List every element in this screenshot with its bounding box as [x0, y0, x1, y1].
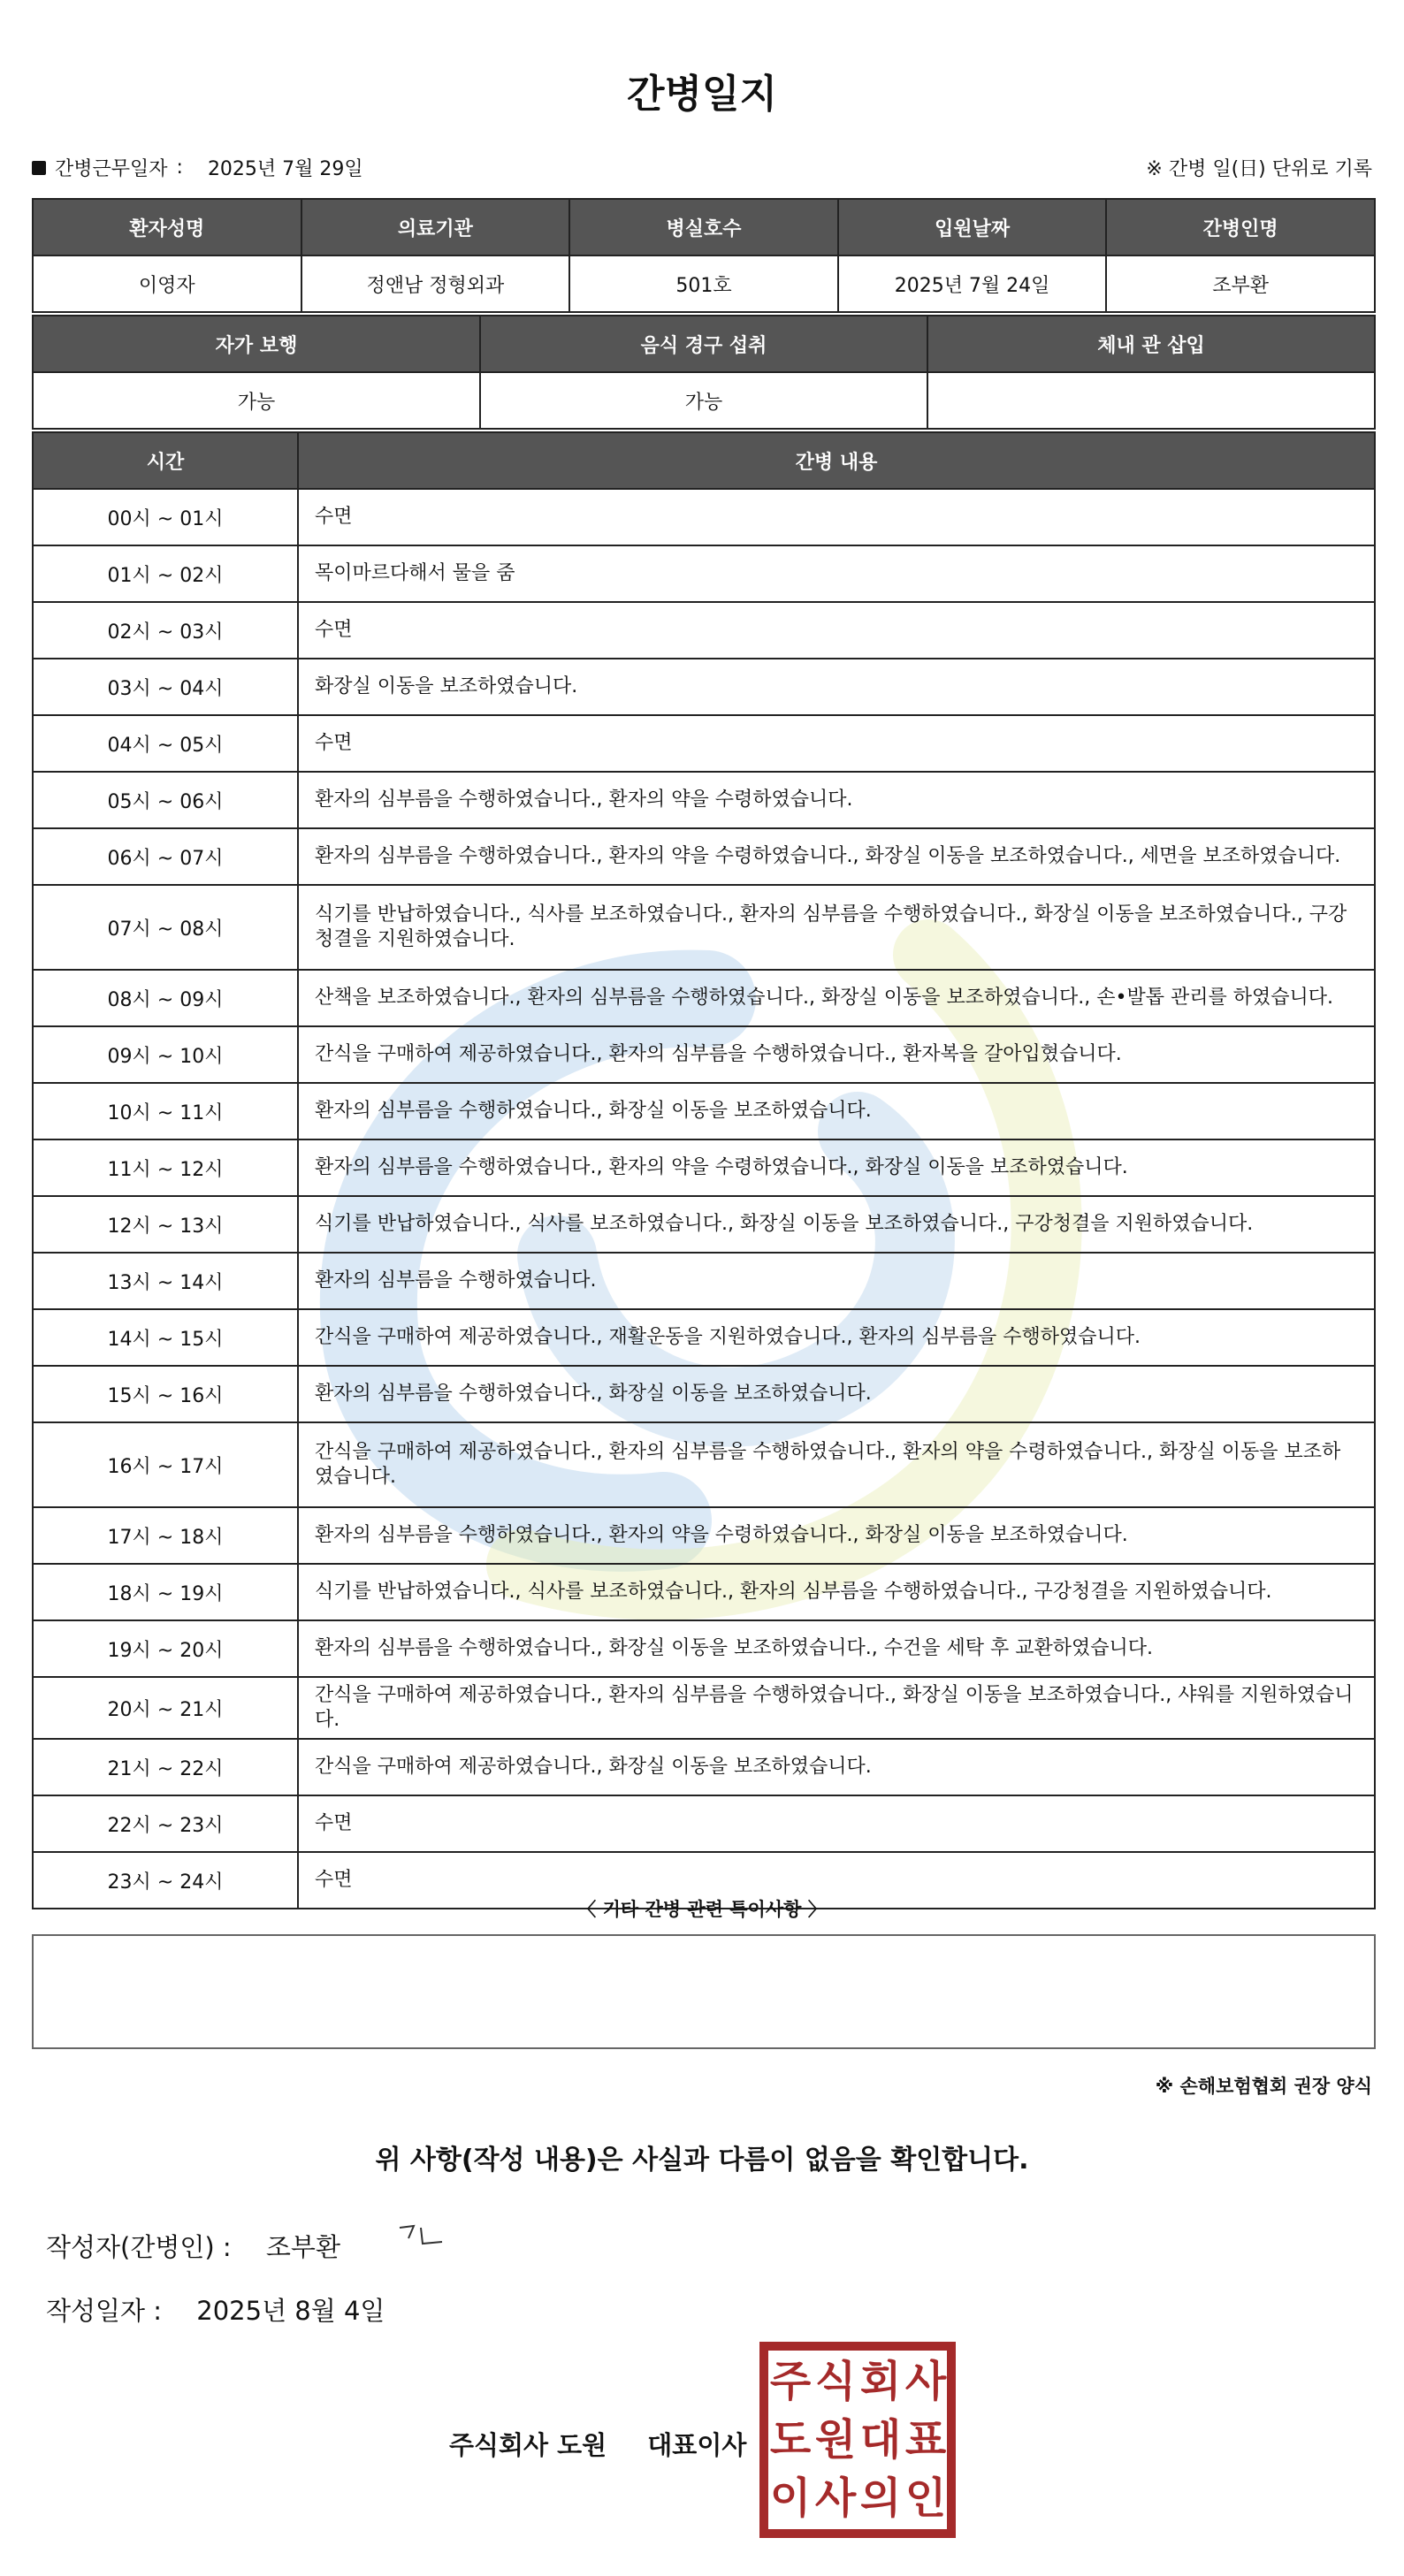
seal-glyph: 식 — [814, 2357, 857, 2406]
table-row — [33, 1795, 1375, 1852]
work-date-value: 2025년 7월 29일 — [207, 158, 363, 180]
log-content: 환자의 심부름을 수행하였습니다., 환자의 약을 수령하였습니다., 화장실 이동을 보조하였습니다., 세면을 보조하였습니다. — [298, 828, 1375, 885]
log-content: 식기를 반납하였습니다., 식사를 보조하였습니다., 환자의 심부름을 수행하였습니다., 화장실 이동을 보조하였습니다., 구강청결을 지원하였습니다. — [298, 885, 1375, 970]
log-time: 13시 ~ 14시 — [33, 1253, 298, 1309]
log-time: 14시 ~ 15시 — [33, 1309, 298, 1366]
company-name: 주식회사 도원 — [449, 2430, 607, 2460]
table-row — [33, 970, 1375, 1026]
log-time: 05시 ~ 06시 — [33, 772, 298, 828]
special-notes-title: 〈 기타 간병 관련 특이사항 〉 — [577, 1899, 827, 1920]
log-time: 00시 ~ 01시 — [33, 489, 298, 545]
log-time: 06시 ~ 07시 — [33, 828, 298, 885]
table-row — [33, 602, 1375, 659]
table-row — [33, 1366, 1375, 1422]
table-row — [33, 1507, 1375, 1564]
company-signature — [449, 2426, 746, 2462]
log-content: 수면 — [298, 1795, 1375, 1852]
self-walking-value: 가능 — [33, 372, 480, 429]
log-time: 23시 ~ 24시 — [33, 1852, 298, 1909]
log-time: 04시 ~ 05시 — [33, 715, 298, 772]
log-time: 18시 ~ 19시 — [33, 1564, 298, 1620]
written-date-value: 2025년 8월 4일 — [196, 2296, 385, 2326]
log-content: 환자의 심부름을 수행하였습니다. — [298, 1253, 1375, 1309]
seal-glyph: 원 — [814, 2415, 857, 2465]
table-row — [33, 1083, 1375, 1139]
log-time: 01시 ~ 02시 — [33, 545, 298, 602]
table-row — [33, 1139, 1375, 1196]
company-ceo-title: 대표이사 — [647, 2430, 747, 2460]
log-time: 21시 ~ 22시 — [33, 1739, 298, 1795]
handwritten-signature — [396, 2219, 458, 2254]
log-time: 16시 ~ 17시 — [33, 1422, 298, 1507]
seal-glyph: 이 — [769, 2473, 812, 2523]
log-content: 간식을 구매하여 제공하였습니다., 환자의 심부름을 수행하였습니다., 환자의 약을 수령하였습니다., 화장실 이동을 보조하였습니다. — [298, 1422, 1375, 1507]
seal-glyph: 회 — [859, 2357, 902, 2406]
form-source-note: ※ 손해보험협회 권장 양식 — [1155, 2076, 1372, 2097]
patient-name: 이영자 — [33, 255, 301, 312]
log-time: 10시 ~ 11시 — [33, 1083, 298, 1139]
table-row — [33, 1564, 1375, 1620]
log-content: 간식을 구매하여 제공하였습니다., 환자의 심부름을 수행하였습니다., 화장실 이동을 보조하였습니다., 샤워를 지원하였습니다. — [298, 1677, 1375, 1739]
table-row — [33, 1026, 1375, 1083]
header-patient-name: 환자성명 — [33, 199, 301, 255]
table-row — [33, 659, 1375, 715]
header-self-walking: 자가 보행 — [33, 316, 480, 372]
log-content: 환자의 심부름을 수행하였습니다., 환자의 약을 수령하였습니다. — [298, 772, 1375, 828]
log-time: 17시 ~ 18시 — [33, 1507, 298, 1564]
written-date-label: 작성일자 : — [46, 2296, 163, 2326]
log-time: 12시 ~ 13시 — [33, 1196, 298, 1253]
header-care-content: 간병 내용 — [298, 432, 1375, 489]
log-time: 20시 ~ 21시 — [33, 1677, 298, 1739]
header-time: 시간 — [33, 432, 298, 489]
log-content: 수면 — [298, 602, 1375, 659]
log-content: 산책을 보조하였습니다., 환자의 심부름을 수행하였습니다., 화장실 이동을 보조하였습니다., 손•발톱 관리를 하였습니다. — [298, 970, 1375, 1026]
room-number: 501호 — [569, 255, 838, 312]
table-row — [33, 1677, 1375, 1739]
admission-date: 2025년 7월 24일 — [838, 255, 1107, 312]
log-content: 환자의 심부름을 수행하였습니다., 환자의 약을 수령하였습니다., 화장실 이동을 보조하였습니다. — [298, 1139, 1375, 1196]
record-unit-note: ※ 간병 일(日) 단위로 기록 — [1146, 158, 1372, 180]
work-date — [32, 154, 363, 181]
log-content: 환자의 심부름을 수행하였습니다., 환자의 약을 수령하였습니다., 화장실 이동을 보조하였습니다. — [298, 1507, 1375, 1564]
tube-insertion-value — [927, 372, 1375, 429]
log-content: 수면 — [298, 715, 1375, 772]
header-caregiver: 간병인명 — [1106, 199, 1375, 255]
log-content: 환자의 심부름을 수행하였습니다., 화장실 이동을 보조하였습니다., 수건을 세탁 후 교환하였습니다. — [298, 1620, 1375, 1677]
log-content: 간식을 구매하여 제공하였습니다., 재활운동을 지원하였습니다., 환자의 심부름을 수행하였습니다. — [298, 1309, 1375, 1366]
seal-glyph: 사 — [904, 2357, 947, 2406]
seal-glyph: 도 — [769, 2415, 812, 2465]
table-row — [33, 885, 1375, 970]
log-content: 수면 — [298, 1852, 1375, 1909]
seal-glyph: 대 — [859, 2415, 902, 2465]
written-date-line — [46, 2291, 385, 2328]
work-date-colon: : — [176, 156, 183, 179]
log-time: 19시 ~ 20시 — [33, 1620, 298, 1677]
patient-status-table — [32, 315, 1376, 430]
seal-glyph: 주 — [769, 2357, 812, 2406]
work-date-label: 간병근무일자 — [55, 158, 168, 180]
writer-line — [46, 2228, 340, 2264]
log-content: 수면 — [298, 489, 1375, 545]
seal-glyph: 사 — [814, 2473, 857, 2523]
log-time: 09시 ~ 10시 — [33, 1026, 298, 1083]
table-row — [33, 1196, 1375, 1253]
log-time: 07시 ~ 08시 — [33, 885, 298, 970]
table-row — [33, 1620, 1375, 1677]
writer-label: 작성자(간병인) : — [46, 2232, 232, 2262]
header-room: 병실호수 — [569, 199, 838, 255]
log-time: 11시 ~ 12시 — [33, 1139, 298, 1196]
header-hospital: 의료기관 — [301, 199, 570, 255]
log-content: 간식을 구매하여 제공하였습니다., 화장실 이동을 보조하였습니다. — [298, 1739, 1375, 1795]
log-time: 22시 ~ 23시 — [33, 1795, 298, 1852]
bullet-square-icon — [32, 161, 46, 175]
log-content: 화장실 이동을 보조하였습니다. — [298, 659, 1375, 715]
table-row — [33, 715, 1375, 772]
table-row — [33, 828, 1375, 885]
seal-glyph: 표 — [904, 2415, 947, 2465]
log-content: 환자의 심부름을 수행하였습니다., 화장실 이동을 보조하였습니다. — [298, 1366, 1375, 1422]
log-content: 간식을 구매하여 제공하였습니다., 환자의 심부름을 수행하였습니다., 환자복을 갈아입혔습니다. — [298, 1026, 1375, 1083]
hospital-name: 정앤남 정형외과 — [301, 255, 570, 312]
log-content: 식기를 반납하였습니다., 식사를 보조하였습니다., 환자의 심부름을 수행하였습니다., 구강청결을 지원하였습니다. — [298, 1564, 1375, 1620]
caregiver-name: 조부환 — [1106, 255, 1375, 312]
care-log-table — [32, 431, 1376, 1909]
log-content: 목이마르다해서 물을 줌 — [298, 545, 1375, 602]
table-row — [33, 545, 1375, 602]
log-time: 15시 ~ 16시 — [33, 1366, 298, 1422]
seal-glyph: 인 — [904, 2473, 947, 2523]
log-content: 식기를 반납하였습니다., 식사를 보조하였습니다., 화장실 이동을 보조하였습니다., 구강청결을 지원하였습니다. — [298, 1196, 1375, 1253]
log-content: 환자의 심부름을 수행하였습니다., 화장실 이동을 보조하였습니다. — [298, 1083, 1375, 1139]
special-notes-box — [32, 1934, 1376, 2049]
table-row — [33, 772, 1375, 828]
header-admission-date: 입원날짜 — [838, 199, 1107, 255]
header-tube-insertion: 체내 관 삽입 — [927, 316, 1375, 372]
oral-intake-value: 가능 — [480, 372, 927, 429]
patient-info-table — [32, 198, 1376, 313]
header-oral-intake: 음식 경구 섭취 — [480, 316, 927, 372]
table-row — [33, 1422, 1375, 1507]
table-row — [33, 1309, 1375, 1366]
writer-name: 조부환 — [265, 2232, 340, 2262]
seal-glyph: 의 — [859, 2473, 902, 2523]
confirmation-statement: 위 사항(작성 내용)은 사실과 다름이 없음을 확인합니다. — [375, 2145, 1029, 2176]
table-row — [33, 489, 1375, 545]
table-row — [33, 1253, 1375, 1309]
company-seal-stamp — [759, 2341, 957, 2539]
log-time: 02시 ~ 03시 — [33, 602, 298, 659]
log-time: 08시 ~ 09시 — [33, 970, 298, 1026]
log-time: 03시 ~ 04시 — [33, 659, 298, 715]
table-row — [33, 1739, 1375, 1795]
page-title: 간병일지 — [626, 72, 777, 117]
